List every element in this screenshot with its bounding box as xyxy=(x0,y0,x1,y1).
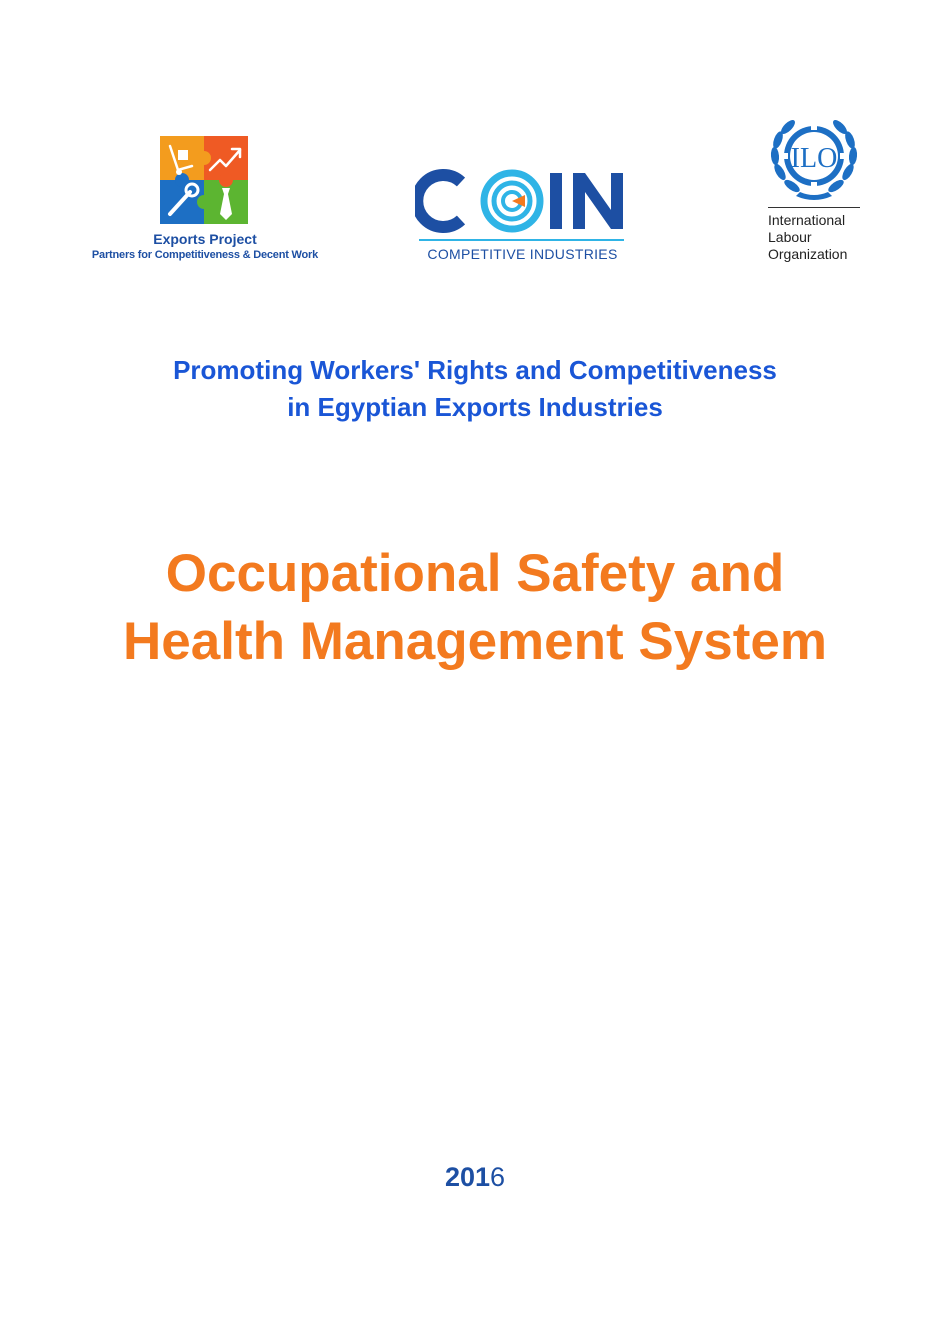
exports-project-subtitle: Partners for Competitiveness & Decent Work xyxy=(91,249,319,261)
coin-logo xyxy=(415,168,630,268)
ilo-divider xyxy=(768,207,860,208)
document-title xyxy=(0,540,950,676)
exports-project-title: Exports Project xyxy=(153,231,257,247)
ilo-emblem-text: ILO xyxy=(790,143,838,174)
ilo-emblem-icon xyxy=(766,112,862,204)
ilo-logo xyxy=(762,110,872,270)
ilo-name-line1: International xyxy=(768,212,846,228)
coin-subtitle: COMPETITIVE INDUSTRIES xyxy=(427,246,618,262)
title-line2: Health Management System xyxy=(123,612,827,671)
title-line1: Occupational Safety and xyxy=(165,544,785,603)
document-subtitle xyxy=(0,352,950,426)
coin-divider xyxy=(419,239,624,241)
ilo-name-line3: Organization xyxy=(768,246,848,262)
exports-project-logo xyxy=(80,136,330,266)
subtitle-line1: Promoting Workers' Rights and Competitiveness xyxy=(173,355,777,385)
year-bold-part: 201 xyxy=(444,1162,491,1192)
subtitle-line2: in Egyptian Exports Industries xyxy=(287,392,663,422)
publication-year xyxy=(0,1162,950,1193)
ilo-name-line2: Labour xyxy=(768,229,812,245)
puzzle-icon xyxy=(160,136,248,224)
year-light-part: 6 xyxy=(490,1162,506,1192)
coin-wordmark xyxy=(415,168,630,234)
